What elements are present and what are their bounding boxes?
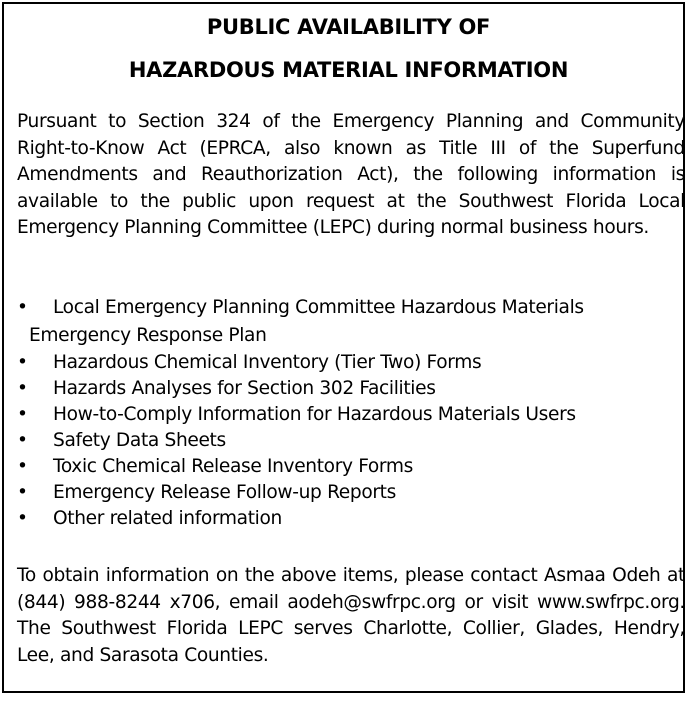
list-item	[17, 376, 685, 402]
list-item-text: Other related information	[53, 508, 282, 529]
available-items-list	[17, 295, 685, 532]
list-item	[17, 295, 685, 349]
list-item	[17, 480, 685, 506]
contact-paragraph: To obtain information on the above items, please contact Asmaa Odeh at (844) 988-8244 x706, email aodeh@swfrpc.org or visit www.swfrpc.org. The Southwest Florida LEPC serves Charlotte, Collier, Glades, Hendry, Lee, and Sarasota Counties.	[17, 565, 685, 666]
list-item	[17, 428, 685, 454]
notice-title-line-2: HAZARDOUS MATERIAL INFORMATION	[128, 58, 569, 82]
public-notice	[2, 2, 685, 693]
list-item	[17, 350, 685, 376]
bullet-icon: •	[17, 352, 28, 373]
list-item-text: How-to-Comply Information for Hazardous Materials Users	[53, 404, 576, 425]
bullet-icon: •	[17, 297, 28, 318]
bullet-icon: •	[17, 482, 28, 503]
list-item-text: Local Emergency Planning Committee Hazardous Materials	[53, 297, 584, 318]
bullet-icon: •	[17, 430, 28, 451]
bullet-icon: •	[17, 508, 28, 529]
list-item	[17, 402, 685, 428]
list-item-text: Safety Data Sheets	[53, 430, 226, 451]
list-item-text: Toxic Chemical Release Inventory Forms	[53, 456, 413, 477]
notice-title-line-1: PUBLIC AVAILABILITY OF	[206, 15, 491, 39]
intro-paragraph: Pursuant to Section 324 of the Emergency Planning and Community Right-to-Know Act (EPRCA, also known as Title III of the Superfund Amendments and Reauthorization Act), the following information is available to the public upon request at the Southwest Florida Local Emergency Planning Committee (LEPC) during normal business hours.	[17, 111, 685, 238]
bullet-icon: •	[17, 378, 28, 399]
list-item-text-continued: Emergency Response Plan	[29, 325, 267, 346]
bullet-icon: •	[17, 404, 28, 425]
list-item	[17, 454, 685, 480]
list-item	[17, 506, 685, 532]
bullet-icon: •	[17, 456, 28, 477]
list-item-text: Hazards Analyses for Section 302 Facilities	[53, 378, 436, 399]
list-item-text: Hazardous Chemical Inventory (Tier Two) Forms	[53, 352, 482, 373]
list-item-text: Emergency Release Follow-up Reports	[53, 482, 396, 503]
